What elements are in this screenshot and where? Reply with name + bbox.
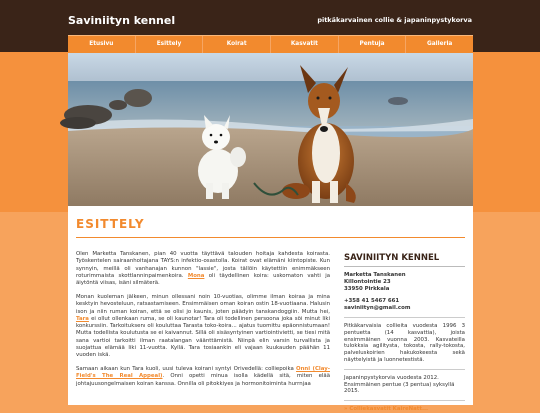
site-tagline: pitkäkarvainen collie & japaninpystykorva — [317, 16, 472, 24]
intro-paragraph — [76, 251, 330, 287]
collie-info: Pitkäkarvaisia collieita vuodesta 1996 3 pentuetta (14 kasvattia), joista ensimmäinen vuonna 2003. Kasvateilla tulokksia agilitysta, tokosta, rally-tokosta, palveluskoirien hakukokeesta sekä näyttelyistä ja luonnetestistä. — [344, 322, 465, 363]
nav-item-koirat[interactable]: Koirat — [203, 36, 271, 53]
nav-item-esittely[interactable]: Esittely — [136, 36, 204, 53]
onni-text-2: . Onni opetti minua isolla kädellä sitä, miten elää johtajuusongelmaisen koiran kanssa. Onnilla oli pitokkiyes ja hormonitoiminta hurrnjaa — [76, 373, 330, 387]
intro-text: Olen Marketta Tanskanen, pian 40 vuotta täyttävä talouden hoitaja kahdesta koirasta. Työskentelen sairaanhoitajana TAYS:n infektio-osastolla. Koirat ovat elämäni kiintopiste. Kun synnyin, meillä oli vanhanajan kunnon "lassie", josta tällöin käytettiin enimmäkseen roturimmaista skottlanninpaimenkoira. — [76, 251, 330, 279]
title-divider — [76, 237, 465, 238]
nav-item-etusivu[interactable]: Etusivu — [68, 36, 136, 53]
owner-street: Killontointie 23 — [344, 278, 391, 285]
intro-text-2: oli täydellinen koira: uskomaton vahti ja äiytöntä viisas, isäni silmäterä. — [76, 272, 331, 287]
site-title[interactable]: Saviniityn kennel — [68, 14, 176, 27]
sidebar-title: SAVINIITYN KENNEL — [344, 253, 465, 267]
hero-photo — [68, 53, 473, 206]
link-onni[interactable]: Onni (Clay-Field's The Real Appeal) — [76, 366, 330, 380]
main-nav — [68, 35, 473, 53]
sidebar — [344, 251, 465, 413]
collie-link[interactable]: » Colliekasvatit KaireNatt... — [344, 406, 429, 413]
main-column — [76, 251, 330, 395]
owner-postal: 33950 Pirkkala — [344, 285, 390, 292]
owner-name: Marketta Tanskanen — [344, 272, 406, 278]
nav-item-kasvatit[interactable]: Kasvatit — [271, 36, 339, 53]
onni-text: Samaan aikaan kun Tara kuoli, uusi tuleva koirani syntyi Orivedellä: colliepoika — [76, 366, 294, 373]
nav-item-galleria[interactable]: Galleria — [427, 41, 453, 47]
onni-paragraph — [76, 366, 330, 388]
owner-phone[interactable]: +358 41 5467 661 — [344, 298, 400, 305]
nav-item-pentuja[interactable]: Pentuja — [339, 36, 407, 53]
history-text-2: ei ollut ollenkaan ruma, se oli kaunotar! Tara oli todellinen persoona joka söi minut liki konkurssiin. Tarkoituksenı oli kouluttaa Tarasta toko-koira... ajatus tuomittu epäonnistumaan! Mutta todellista koulutusta se ei kaivannut. Sillä oli sisäsyntyinen vartiointivietti, se tiesi mitä sana vartioi tarkoitti ilman raatalangan väänttämistä. Niinpä elin varsin turvallista ja suojattua elämää liki 11-vuotta. Kyllä. Tara tosiaankin eli vajaan kuukauden päähän 11 vuoden iskä. — [76, 315, 330, 359]
link-mona[interactable]: Mona — [187, 272, 205, 279]
content-area — [68, 206, 473, 413]
history-paragraph — [76, 294, 330, 360]
history-text: Monan kuoleman jälkeen, minun ollessani noin 10-vuotias, olimme ilman koiraa ja mina kesktyin hevosteluun, ratsastamiseen. Ensimmäisen oman koiran ostin 18-vuotiaana. Halusin ison ja niin ruman koiran, että se olisi jo kaunis, joten päädyin tanskandoggiin. Mutta hei, — [76, 293, 330, 315]
owner-email[interactable]: saviniityn@gmail.com — [344, 305, 411, 312]
link-tara[interactable]: Tara — [76, 315, 89, 322]
hero-image — [68, 53, 473, 206]
page-title: ESITTELY — [76, 217, 145, 231]
jpk-info: Japaninpystykorvia vuodesta 2012. Ensimmäinen pentue (3 pentua) syksyllä 2015. — [344, 374, 455, 395]
